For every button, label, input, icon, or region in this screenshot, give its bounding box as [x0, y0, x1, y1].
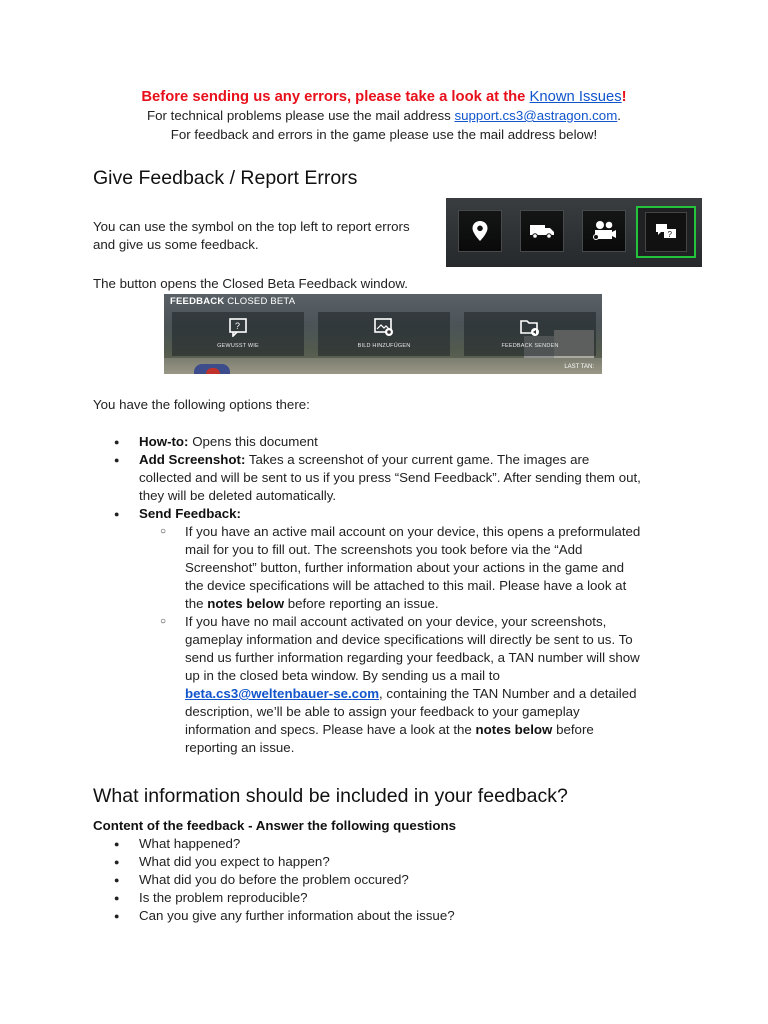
warning-suffix: ! — [621, 89, 627, 105]
send-feedback-button — [464, 312, 596, 356]
section-heading-information: What information should be included in your feedback? — [93, 785, 568, 807]
intro-text — [93, 218, 410, 254]
add-screenshot-label-text: Add Screenshot: — [139, 452, 246, 467]
sub1-line: mail for you to fill out. The screenshots you took before via the “Add — [185, 542, 583, 557]
add-text-2: collected and will be sent to us if you press “Send Feedback”. After sending them out, — [139, 470, 641, 485]
howto-text: Opens this document — [192, 434, 318, 449]
support-email-link[interactable]: support.cs3@astragon.com — [454, 108, 618, 123]
tech-prefix: For technical problems please use the mail address — [147, 108, 451, 123]
list-item: ● What did you do before the problem occured? — [93, 871, 693, 889]
tech-line — [0, 108, 768, 123]
beta-email-link[interactable]: beta.cs3@weltenbauer-se.com — [185, 686, 380, 701]
send-feedback-label: FEEDBACK SENDEN — [501, 343, 559, 349]
intro-line-1: You can use the symbol on the top left to report errors — [93, 219, 410, 234]
last-tan-label: LAST TAN: — [564, 364, 594, 370]
sub1-line: the device specifications will be attached to this mail. Please have a look at — [185, 578, 627, 593]
sub2-line: description, we’ll be able to assign your feedback to your gameplay — [185, 704, 580, 719]
sub2-line: up in the closed beta window. By sending us a mail to — [185, 668, 500, 683]
intro-line-2: and give us some feedback. — [93, 237, 259, 252]
sublist-item — [139, 613, 713, 757]
howto-button-label: GEWUSST WIE — [217, 343, 259, 349]
button-opens-text: The button opens the Closed Beta Feedback window. — [93, 276, 408, 291]
sub2-line: , containing the TAN Number and a detailed — [379, 686, 637, 701]
sublist-item — [139, 523, 713, 613]
howto-icon — [228, 317, 248, 337]
location-pin-icon — [458, 210, 502, 252]
content-subheading: Content of the feedback - Answer the following questions — [93, 818, 456, 833]
toolbar-screenshot — [446, 198, 702, 267]
add-text-3: they will be deleted automatically. — [139, 488, 337, 503]
sub1-line: before reporting an issue. — [287, 596, 439, 611]
add-picture-icon — [373, 317, 395, 337]
send-feedback-label-text: Send Feedback: — [139, 506, 241, 521]
howto-button — [172, 312, 304, 356]
add-text-1: Takes a screenshot of your current game. The images are — [248, 452, 590, 467]
svg-text:?: ? — [235, 321, 241, 331]
section-heading-feedback: Give Feedback / Report Errors — [93, 167, 358, 189]
warning-prefix: Before sending us any errors, please take a look at the — [141, 89, 526, 105]
list-item — [93, 451, 713, 505]
list-item: ● Can you give any further information about the issue? — [93, 907, 693, 925]
camera-person-icon — [582, 210, 626, 252]
sub1-line: Screenshot” button, further information about your actions in the game and — [185, 560, 625, 575]
add-screenshot-label: BILD HINZUFÜGEN — [357, 343, 411, 349]
feedback-button-highlighted — [636, 206, 696, 258]
notes-below-bold: notes below — [207, 596, 285, 611]
list-item — [93, 505, 713, 757]
add-screenshot-button — [318, 312, 450, 356]
sub1-line: If you have an active mail account on your device, this opens a preformulated — [185, 524, 641, 539]
list-item: ● What happened? — [93, 835, 693, 853]
list-item: ● Is the problem reproducible? — [93, 889, 693, 907]
feedback-window-screenshot — [164, 294, 602, 374]
svg-text:?: ? — [667, 230, 672, 239]
feedback-title-rest: CLOSED BETA — [227, 296, 296, 307]
howto-label: How-to: — [139, 434, 189, 449]
sub2-line: gameplay information and device specifications will directly be sent to us. To — [185, 632, 633, 647]
truck-icon — [520, 210, 564, 252]
tech-suffix: . — [617, 108, 621, 123]
sub2-line: send us further information regarding your feedback, a TAN number will show — [185, 650, 640, 665]
background-vehicle — [206, 368, 220, 374]
options-list — [93, 433, 713, 757]
sub2-line: before — [556, 722, 594, 737]
feedback-window-title — [170, 296, 295, 307]
sub2-line: reporting an issue. — [185, 740, 295, 755]
folder-send-icon — [519, 317, 541, 337]
feedback-title-bold: FEEDBACK — [170, 296, 225, 307]
list-item — [93, 433, 713, 451]
warning-line — [0, 89, 768, 105]
sub2-line: If you have no mail account activated on your device, your screenshots, — [185, 614, 607, 629]
notes-below-bold: notes below — [475, 722, 553, 737]
sub2-line: information and specs. Please have a look at the — [185, 722, 472, 737]
options-intro: You have the following options there: — [93, 397, 310, 412]
known-issues-link[interactable]: Known Issues — [529, 89, 622, 105]
list-item: ● What did you expect to happen? — [93, 853, 693, 871]
questions-list — [93, 835, 693, 925]
feedback-mail-line: For feedback and errors in the game please use the mail address below! — [170, 127, 598, 142]
send-feedback-sublist — [139, 523, 713, 757]
sub1-line: the — [185, 596, 204, 611]
feedback-chat-icon — [645, 212, 687, 252]
